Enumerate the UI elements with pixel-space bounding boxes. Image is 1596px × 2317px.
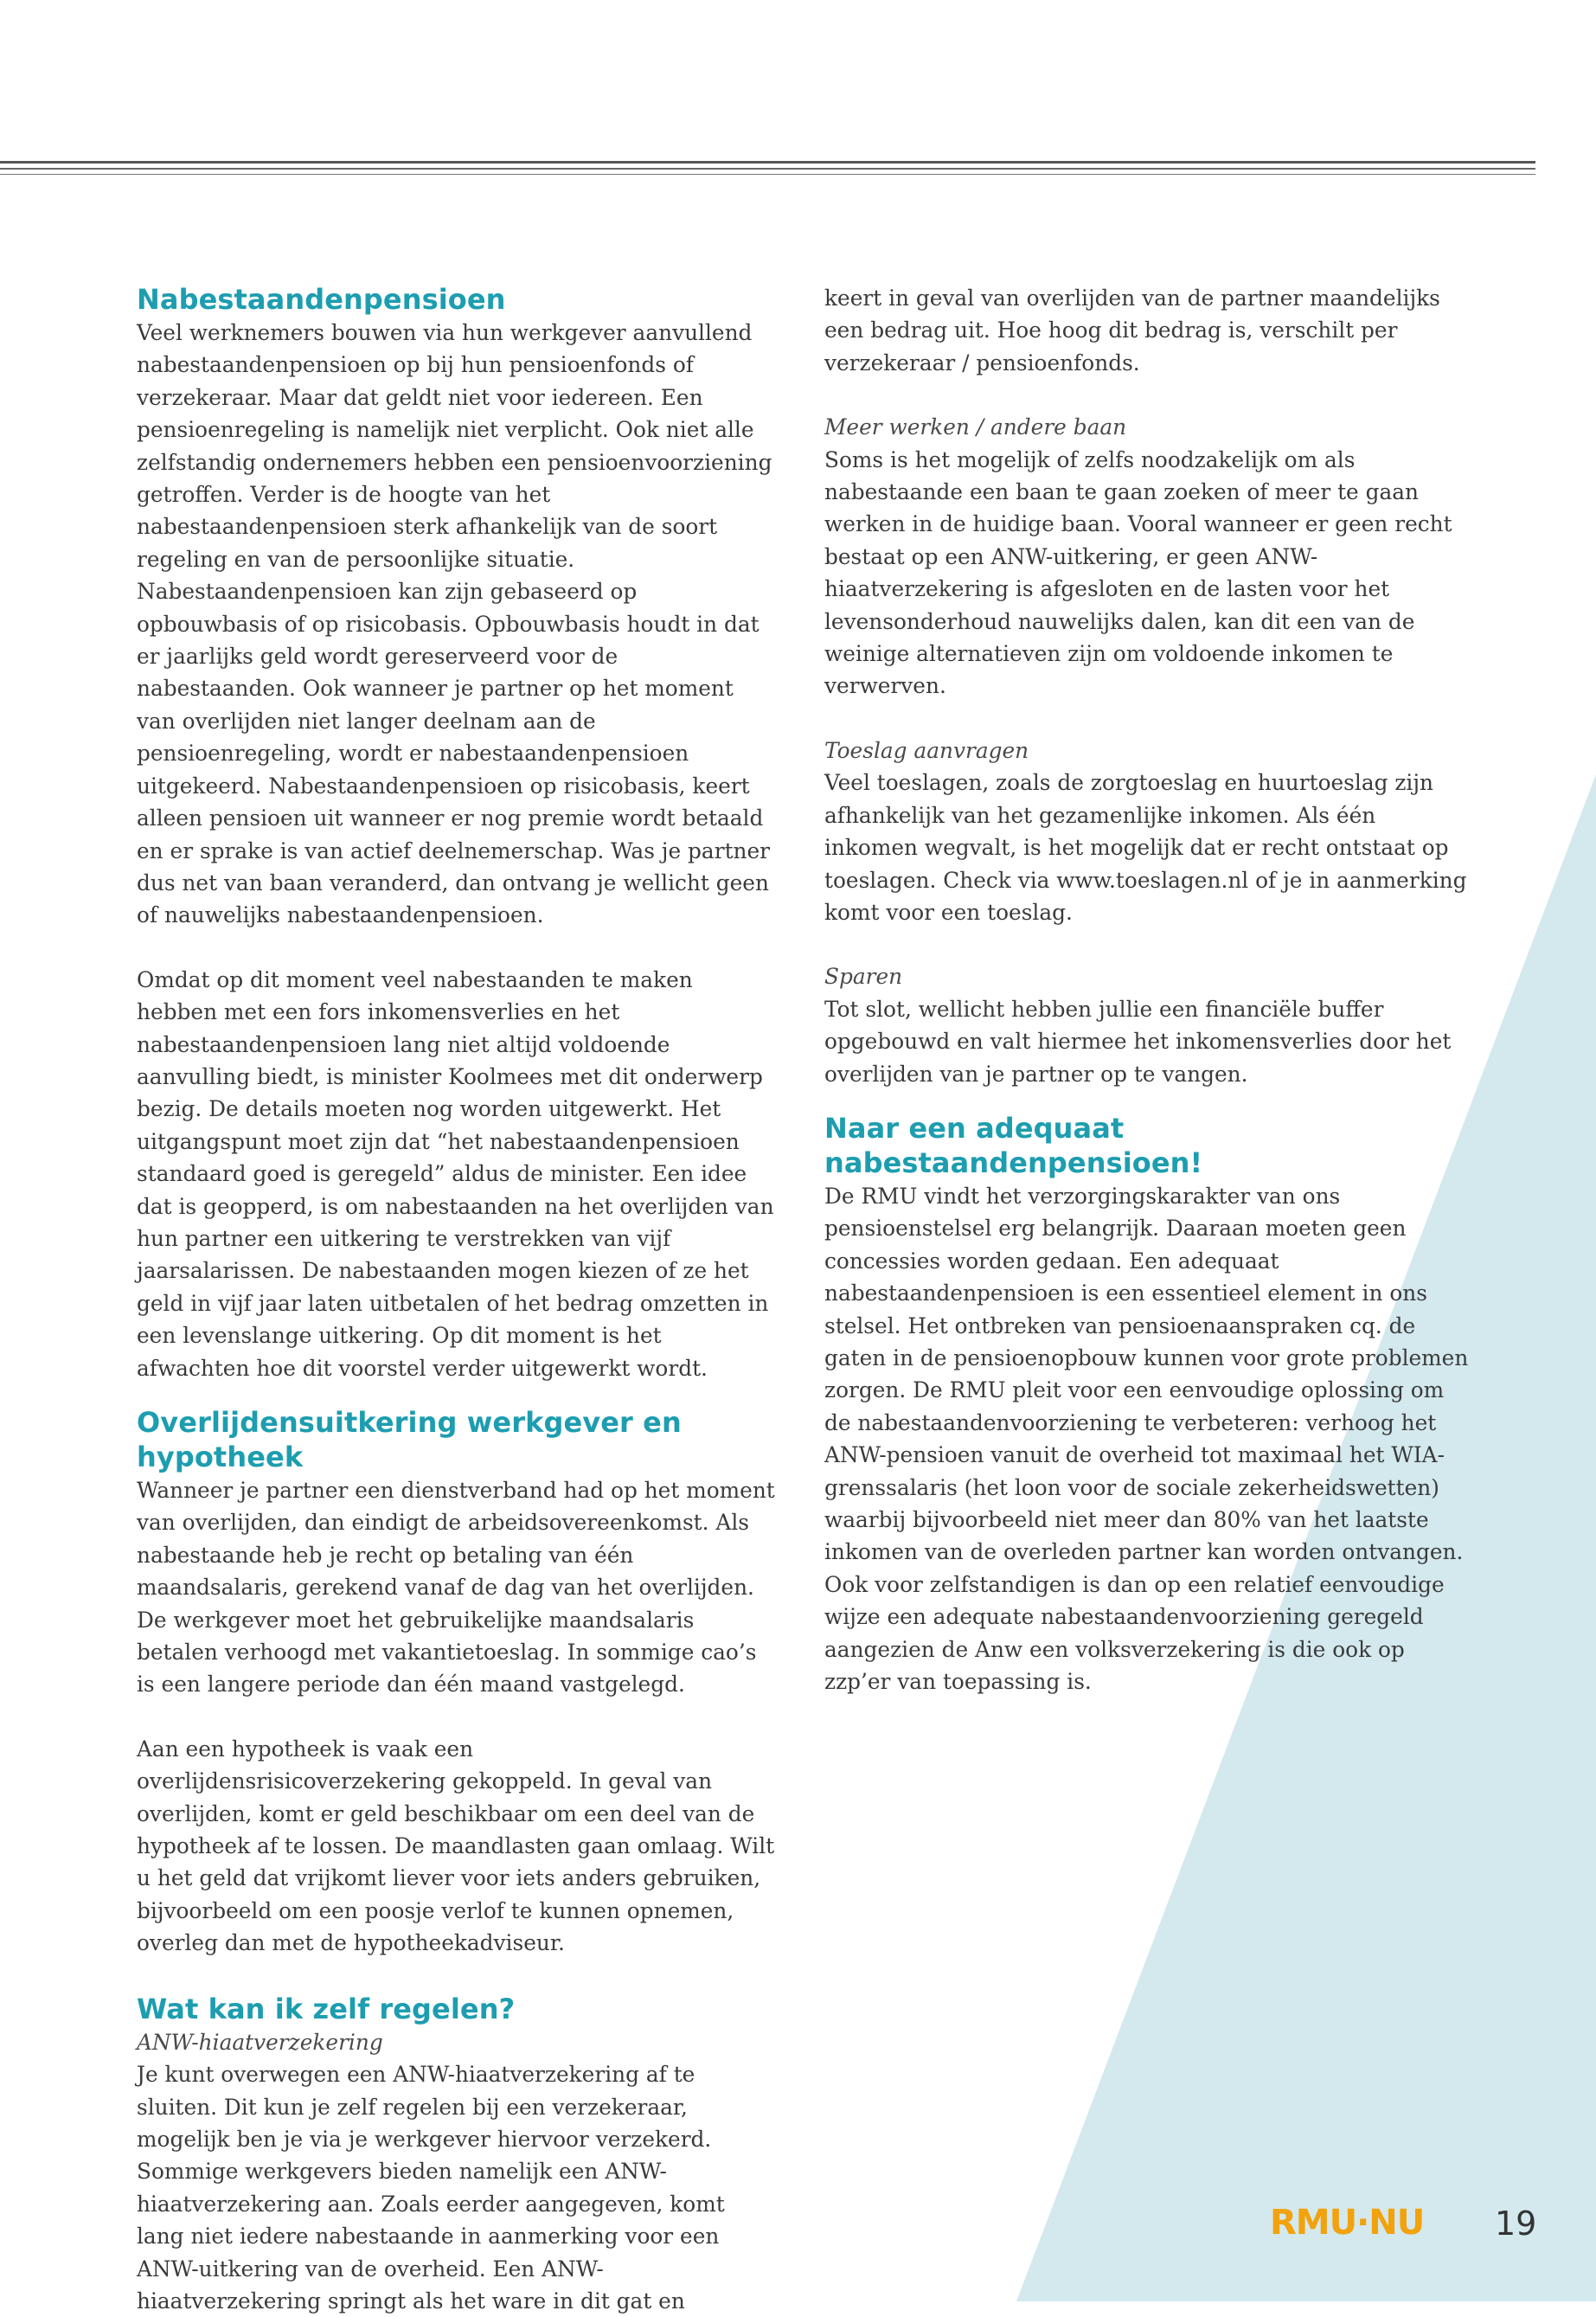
header-rule bbox=[0, 161, 1535, 175]
body-paragraph: Veel toeslagen, zoals de zorgtoeslag en huurtoeslag zijn afhankelijk van het gezamenlijke inkomen. Als één inkomen wegvalt, is het mogelijk dat er recht ontstaat op toeslagen. Check via www.toeslagen.nl of je in aanmerking komt voor een toeslag. bbox=[824, 770, 1467, 925]
subheading-meer-werken: Meer werken / andere baan bbox=[824, 414, 1127, 440]
heading-wat-kan-ik-zelf-regelen: Wat kan ik zelf regelen? bbox=[137, 1992, 516, 2025]
heading-overlijdensuitkering: Overlijdensuitkering werkgever en hypotheek bbox=[137, 1406, 682, 1473]
heading-naar-een-adequaat-nabestaandenpensioen: Naar een adequaat nabestaandenpensioen! bbox=[824, 1111, 1203, 1179]
body-paragraph: Veel werknemers bouwen via hun werkgever aanvullend nabestaandenpensioen op bij hun pensioenfonds of verzekeraar. Maar dat geldt niet voor iedereen. Een pensioenregeling is namelijk niet verplicht. Ook niet alle zelfstandig ondernemers hebben een pensioenvoorziening getroffen. Verder is de hoogte van het nabestaandenpensioen sterk afhankelijk van de soort regeling en van de persoonlijke situatie. Nabestaandenpensioen kan zijn gebaseerd op opbouwbasis of op risicobasis. Opbouwbasis houdt in dat er jaarlijks geld wordt gereserveerd voor de nabestaanden. Ook wanneer je partner op het moment van overlijden niet langer deelnam aan de pensioenregeling, wordt er nabestaandenpensioen uitgekeerd. Nabestaandenpensioen op risicobasis, keert alleen pensioen uit wanneer er nog premie wordt betaald en er sprake is van actief deelnemerschap. Was je partner dus net van baan veranderd, dan ontvang je wellicht geen of nauwelijks nabestaandenpensioen. bbox=[137, 320, 772, 928]
body-paragraph: Omdat op dit moment veel nabestaanden te maken hebben met een fors inkomensverlies en het nabestaandenpensioen lang niet altijd voldoende aanvulling biedt, is minister Koolmees met dit onderwerp bezig. De details moeten nog worden uitgewerkt. Het uitgangspunt moet zijn dat “het nabestaandenpensioen standaard goed is geregeld” aldus de minister. Een idee dat is geopperd, is om nabestaanden na het overlijden van hun partner een uitkering te verstrekken van vijf jaarsalarissen. De nabestaanden mogen kiezen of ze het geld in vijf jaar laten uitbetalen of het bedrag omzetten in een levenslange uitkering. Op dit moment is het afwachten hoe dit voorstel verder uitgewerkt wordt. bbox=[137, 966, 774, 1381]
left-column bbox=[137, 282, 777, 2317]
body-paragraph: Wanneer je partner een dienstverband had op het moment van overlijden, dan eindigt de arbeidsovereenkomst. Als nabestaande heb je recht op betaling van één maandsalaris, gerekend vanaf de dag van het overlijden. De werkgever moet het gebruikelijke maandsalaris betalen verhoogd met vakantietoeslag. In sommige cao’s is een langere periode dan één maand vastgelegd. bbox=[137, 1478, 775, 1698]
subheading-toeslag-aanvragen: Toeslag aanvragen bbox=[824, 737, 1029, 763]
body-paragraph: Je kunt overwegen een ANW-hiaatverzekering af te sluiten. Dit kun je zelf regelen bij een verzekeraar, mogelijk ben je via je werkgever hiervoor verzekerd. Sommige werkgevers bieden namelijk een ANW-hiaatverzekering aan. Zoals eerder aangegeven, komt lang niet iedere nabestaande in aanmerking voor een ANW-uitkering van de overheid. Een ANW-hiaatverzekering springt als het ware in dit gat en bbox=[137, 2062, 725, 2314]
body-paragraph: Tot slot, wellicht hebben jullie een financiële buffer opgebouwd en valt hiermee het inkomensverlies door het overlijden van je partner op te vangen. bbox=[824, 996, 1452, 1087]
rmu-nu-logo: RMU·NU bbox=[1270, 2203, 1425, 2243]
subheading-anw-hiaatverzekering: ANW-hiaatverzekering bbox=[137, 2029, 383, 2055]
heading-nabestaandenpensioen: Nabestaandenpensioen bbox=[137, 283, 506, 316]
body-paragraph: keert in geval van overlijden van de partner maandelijks een bedrag uit. Hoe hoog dit bedrag is, verschilt per verzekeraar / pensioenfonds. bbox=[824, 286, 1440, 375]
body-paragraph: Soms is het mogelijk of zelfs noodzakelijk om als nabestaande een baan te gaan zoeken of meer te gaan werken in de huidige baan. Vooral wanneer er geen recht bestaat op een ANW-uitkering, er geen ANW-hiaatverzekering is afgesloten en de lasten voor het levensonderhoud nauwelijks dalen, kan dit een van de weinige alternatieven zijn om voldoende inkomen te verwerven. bbox=[824, 446, 1452, 699]
page-number: 19 bbox=[1495, 2205, 1537, 2243]
subheading-sparen: Sparen bbox=[824, 964, 903, 990]
body-paragraph: De RMU vindt het verzorgingskarakter van ons pensioenstelsel erg belangrijk. Daaraan moeten geen concessies worden gedaan. Een adequaat nabestaandenpensioen is een essentieel element in ons stelsel. Het ontbreken van pensioenaanspraken cq. de gaten in de pensioenopbouw kunnen voor grote problemen zorgen. De RMU pleit voor een eenvoudige oplossing om de nabestaandenvoorziening te verbeteren: verhoog het ANW-pensioen vanuit de overheid tot maximaal het WIA-grenssalaris (het loon voor de sociale zekerheidswetten) waarbij bijvoorbeeld niet meer dan 80% van het laatste inkomen van de overleden partner kan worden ontvangen. Ook voor zelfstandigen is dan op een relatief eenvoudige wijze een adequate nabestaandenvoorziening geregeld aangezien de Anw een volksverzekering is die ook op zzp’er van toepassing is. bbox=[824, 1183, 1469, 1695]
right-column bbox=[824, 282, 1469, 1698]
body-paragraph: Aan een hypotheek is vaak een overlijdensrisicoverzekering gekoppeld. In geval van overlijden, komt er geld beschikbaar om een deel van de hypotheek af te lossen. De maandlasten gaan omlaag. Wilt u het geld dat vrijkomt liever voor iets anders gebruiken, bijvoorbeeld om een poosje verlof te kunnen opnemen, overleg dan met de hypotheekadviseur. bbox=[137, 1736, 775, 1956]
